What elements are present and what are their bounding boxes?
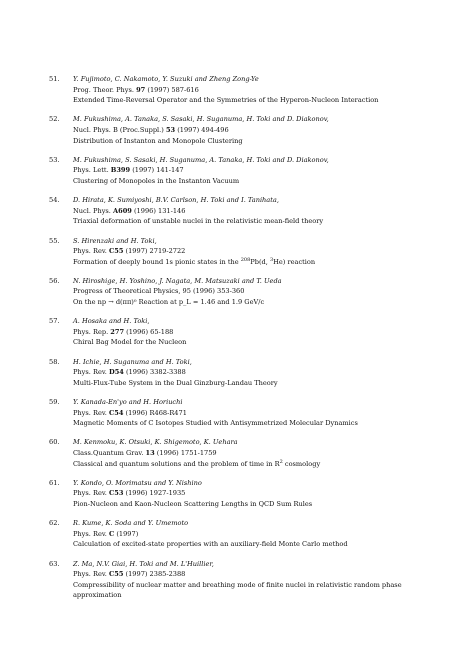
reference-title: Distribution of Instanton and Monopole Clustering [73,136,243,145]
reference-59 [49,397,418,429]
reference-title: Multi-Flux-Tube System in the Dual Ginzburg-Landau Theory [73,378,278,387]
reference-list [49,74,418,609]
reference-number: 56. [49,276,60,285]
reference-authors: D. Hirata, K. Sumiyoshi, B.V. Carlson, H. Toki and I. Tanihata, [73,196,279,205]
reference-authors: R. Kume, K. Soda and Y. Umemoto [73,519,189,528]
reference-title: On the np → d(ππ)⁰ Reaction at p_L = 1.46 and 1.9 GeV/c [73,298,265,307]
reference-authors: A. Hosaka and H. Toki, [73,317,150,326]
reference-title: Compressibility of nuclear matter and breathing mode of finite nuclei in relativistic random phase approximation [73,580,402,600]
reference-number: 58. [49,357,60,366]
reference-publication: Phys. Rev. D54 (1996) 3382-3388 [73,368,186,377]
reference-publication: Phys. Rev. C55 (1997) 2719-2722 [73,247,186,256]
reference-title: Formation of deeply bound 1s pionic states in the $^{208}$Pb(d, $^3$He) reaction [73,256,316,266]
reference-number: 59. [49,398,60,406]
reference-56 [49,276,418,308]
reference-number: 61. [49,478,60,487]
reference-title: Clustering of Monopoles in the Instanton Vacuum [73,176,240,185]
reference-54 [49,195,418,227]
reference-51 [49,74,418,106]
reference-publication: Prog. Theor. Phys. 97 (1997) 587-616 [73,85,199,94]
reference-authors: M. Fukushima, S. Sasaki, H. Suganuma, A. Tanaka, H. Toki and D. Diakonov, [73,155,329,164]
reference-60 [49,437,418,469]
reference-authors: N. Hiroshige, H. Yoshino, J. Nagata, M. Matsuzaki and T. Ueda [73,276,282,285]
reference-title: Classical and quantum solutions and the problem of time in $R^2$ cosmology [73,458,321,468]
reference-publication: Progress of Theoretical Physics, 95 (1996) 353-360 [73,287,245,296]
reference-authors: Z. Ma, N.V. Giai, H. Toki and M. L'Huillier, [73,559,214,568]
reference-publication: Phys. Rev. C53 (1996) 1927-1935 [73,489,186,498]
reference-publication: Class.Quantum Grav. 13 (1996) 1751-1759 [73,448,217,457]
reference-number: 63. [49,559,60,568]
reference-publication: Phys. Rev. C (1997) [73,529,139,538]
reference-publication: Nucl. Phys. A609 (1996) 131-146 [73,206,186,215]
reference-publication: Phys. Rev. C55 (1997) 2385-2388 [73,570,186,579]
reference-57 [49,316,418,348]
reference-publication: Phys. Rep. 277 (1996) 65-188 [73,327,174,336]
reference-58 [49,357,418,389]
reference-authors: M. Fukushima, A. Tanaka, S. Sasaki, H. Suganuma, H. Toki and D. Diakonov, [73,115,329,124]
reference-62 [49,518,418,550]
reference-authors: S. Hirenzaki and H. Toki, [73,236,157,245]
reference-authors: M. Kenmoku, K. Otsuki, K. Shigemoto, K. Uehara [73,438,238,447]
reference-title: Extended Time-Reversal Operator and the Symmetries of the Hyperon-Nucleon Interaction [73,96,379,105]
reference-number: 52. [49,115,60,124]
reference-title: Triaxial deformation of unstable nuclei in the relativistic mean-field theory [73,217,324,226]
reference-title: Chiral Bag Model for the Nucleon [73,338,187,347]
reference-52 [49,114,418,146]
reference-number: 60. [49,438,60,447]
reference-63 [49,559,418,601]
reference-number: 55. [49,236,60,245]
reference-authors: H. Ichie, H. Suganuma and H. Toki, [73,357,192,366]
reference-publication: Nucl. Phys. B (Proc.Suppl.) 53 (1997) 494-496 [73,125,229,134]
reference-publication: Phys. Rev. C54 (1996) R468-R471 [73,408,187,417]
reference-authors: Y. Fujimoto, C. Nakamoto, Y. Suzuki and Zheng Zong-Ye [73,75,259,83]
reference-number: 54. [49,196,60,205]
reference-publication: Phys. Lett. B399 (1997) 141-147 [73,166,184,175]
reference-number: 51. [49,75,60,83]
reference-title: Calculation of excited-state properties with an auxiliary-field Monte Carlo method [73,540,348,549]
reference-number: 57. [49,317,60,326]
reference-authors: Y. Kanada-En'yo and H. Horiuchi [73,398,183,406]
reference-title: Pion-Nucleon and Kaon-Nucleon Scattering Lengths in QCD Sum Rules [73,499,313,508]
reference-61 [49,478,418,510]
reference-number: 62. [49,519,60,528]
reference-authors: Y. Kondo, O. Morimatsu and Y. Nishino [73,478,202,487]
reference-53 [49,155,418,187]
reference-55 [49,236,418,268]
reference-number: 53. [49,155,60,164]
reference-title: Magnetic Moments of C Isotopes Studied with Antisymmetrized Molecular Dynamics [73,419,358,428]
